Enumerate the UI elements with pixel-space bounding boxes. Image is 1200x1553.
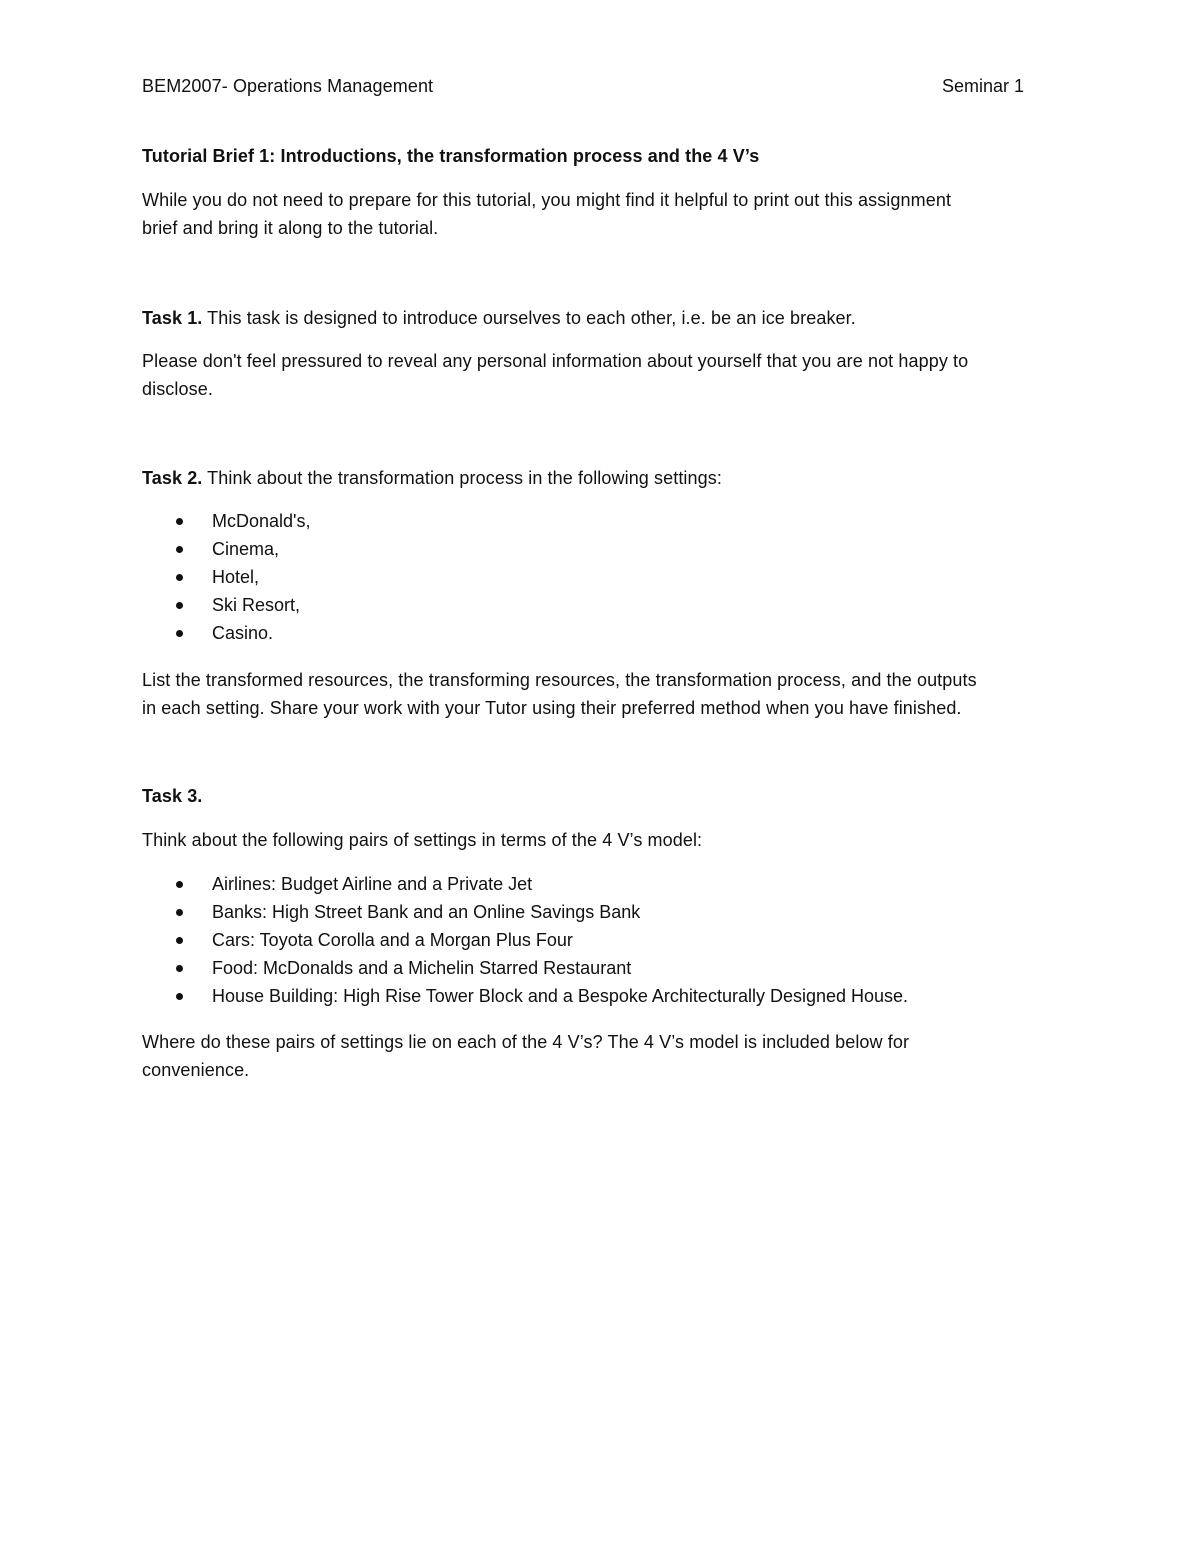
bullet-icon bbox=[176, 518, 183, 525]
task3-intro: Think about the following pairs of settings in terms of the 4 V’s model: bbox=[142, 830, 703, 850]
list-item-text: House Building: High Rise Tower Block and a Bespoke Architecturally Designed House. bbox=[212, 986, 909, 1006]
tutorial-title: Tutorial Brief 1: Introductions, the transformation process and the 4 V’s bbox=[142, 146, 760, 166]
task1-label: Task 1. bbox=[142, 308, 203, 328]
task1-note-line-2: disclose. bbox=[142, 379, 213, 399]
task1-note-line-1: Please don't feel pressured to reveal any personal information about yourself that you are not happy to bbox=[142, 351, 969, 371]
task1-text: This task is designed to introduce ourselves to each other, i.e. be an ice breaker. bbox=[202, 308, 856, 328]
list-item-text: Hotel, bbox=[212, 567, 260, 587]
bullet-icon bbox=[176, 574, 183, 581]
task3-question-line-1: Where do these pairs of settings lie on each of the 4 V’s? The 4 V’s model is included below for bbox=[142, 1032, 910, 1052]
header-seminar-label: Seminar 1 bbox=[941, 76, 1024, 96]
task2-followup-line-1: List the transformed resources, the transforming resources, the transformation process, and the outputs bbox=[142, 670, 977, 690]
task2-label: Task 2. bbox=[142, 468, 203, 488]
list-item-text: Cinema, bbox=[212, 539, 280, 559]
list-item-text: Banks: High Street Bank and an Online Savings Bank bbox=[212, 902, 641, 922]
bullet-icon bbox=[176, 993, 183, 1000]
bullet-icon bbox=[176, 909, 183, 916]
bullet-icon bbox=[176, 602, 183, 609]
bullet-icon bbox=[176, 630, 183, 637]
list-item-text: Ski Resort, bbox=[212, 595, 301, 615]
task2-followup-line-2: in each setting. Share your work with your Tutor using their preferred method when you have finished. bbox=[142, 698, 962, 718]
task2-paragraph bbox=[142, 464, 722, 492]
intro-line-2: brief and bring it along to the tutorial. bbox=[142, 218, 439, 238]
list-item-text: Food: McDonalds and a Michelin Starred Restaurant bbox=[212, 958, 632, 978]
bullet-icon bbox=[176, 881, 183, 888]
task3-label: Task 3. bbox=[142, 786, 203, 806]
list-item-text: Airlines: Budget Airline and a Private Jet bbox=[212, 874, 533, 894]
bullet-icon bbox=[176, 546, 183, 553]
header-course-title: BEM2007- Operations Management bbox=[142, 76, 434, 96]
task3-question-line-2: convenience. bbox=[142, 1060, 250, 1080]
list-item-text: Casino. bbox=[212, 623, 274, 643]
list-item-text: McDonald's, bbox=[212, 511, 311, 531]
intro-line-1: While you do not need to prepare for this tutorial, you might find it helpful to print out this assignment bbox=[142, 190, 952, 210]
task2-text: Think about the transformation process in the following settings: bbox=[202, 468, 722, 488]
list-item-text: Cars: Toyota Corolla and a Morgan Plus Four bbox=[212, 930, 573, 950]
task1-paragraph bbox=[142, 304, 856, 332]
bullet-icon bbox=[176, 965, 183, 972]
bullet-icon bbox=[176, 937, 183, 944]
